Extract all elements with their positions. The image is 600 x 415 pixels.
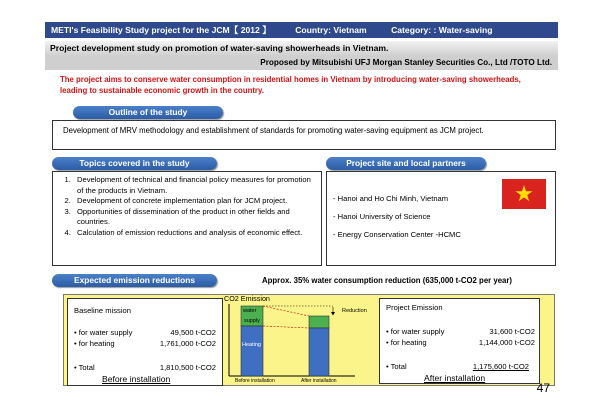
water-label: water bbox=[243, 308, 257, 314]
project-title: Project Emission bbox=[386, 303, 443, 312]
site-item: - Hanoi University of Science bbox=[333, 212, 431, 221]
baseline-box bbox=[67, 298, 223, 386]
project-total-label: • Total bbox=[386, 362, 407, 371]
project-subtitle: Project development study on promotion of water-saving showerheads in Vietnam. bbox=[45, 41, 558, 56]
project-row-label: • for water supply bbox=[386, 327, 445, 336]
baseline-total-label: • Total bbox=[74, 363, 95, 372]
baseline-row-label: • for heating bbox=[74, 339, 115, 348]
category-label: Category: : Water-saving bbox=[391, 25, 493, 35]
topics-box bbox=[52, 171, 322, 266]
topics-list bbox=[53, 175, 321, 238]
baseline-footer: Before installation bbox=[102, 374, 171, 384]
topic-item: 2. Development of concrete implementation plan for JCM project. bbox=[73, 196, 317, 207]
site-heading: Project site and local partners bbox=[326, 157, 486, 170]
title-bar bbox=[45, 22, 558, 38]
reduction-arrowhead bbox=[331, 312, 335, 316]
project-aim: The project aims to conserve water consumption in residential homes in Vietnam by introducing water-saving showerheads, leading to sustainable economic growth in the country. bbox=[60, 75, 521, 95]
site-item: - Energy Conservation Center -HCMC bbox=[333, 230, 461, 239]
project-row-label: • for heating bbox=[386, 338, 427, 347]
supply-label: supply bbox=[244, 318, 260, 324]
reduction-dash-top bbox=[263, 306, 309, 316]
site-item: - Hanoi and Ho Chi Minh, Vietnam bbox=[333, 194, 449, 203]
baseline-title: Baseline mission bbox=[74, 306, 131, 315]
baseline-row-value: 49,500 t-CO2 bbox=[170, 328, 216, 337]
outline-box bbox=[52, 120, 556, 150]
project-total-value: 1,175,600 t-CO2 bbox=[472, 362, 529, 371]
outline-heading: Outline of the study bbox=[73, 106, 223, 119]
before-heating-bar bbox=[241, 326, 263, 376]
project-row-value: 31,600 t-CO2 bbox=[489, 327, 535, 336]
co2-chart bbox=[225, 304, 373, 386]
project-footer: After installation bbox=[424, 373, 486, 383]
after-supply-bar bbox=[309, 316, 329, 328]
project-box bbox=[379, 298, 540, 384]
topic-item: 1. Development of technical and financial policy measures for promotion of the products in Vietnam. bbox=[73, 175, 317, 196]
after-heating-bar bbox=[309, 328, 329, 376]
reduction-label: Reduction bbox=[342, 308, 367, 314]
proposer-line: Proposed by Mitsubishi UFJ Morgan Stanley Securities Co., Ltd /TOTO Ltd. bbox=[45, 56, 558, 70]
country-label: Country: Vietnam bbox=[295, 25, 367, 35]
before-axis-label: Before installation bbox=[235, 378, 275, 384]
emission-heading: Expected emission reductions bbox=[52, 274, 217, 287]
project-row-value: 1,144,000 t-CO2 bbox=[478, 338, 535, 347]
topics-heading: Topics covered in the study bbox=[52, 157, 217, 170]
baseline-total-value: 1,810,500 t-CO2 bbox=[159, 363, 216, 372]
approx-reduction: Approx. 35% water consumption reduction (635,000 t-CO2 per year) bbox=[262, 276, 512, 285]
vietnam-flag-icon bbox=[502, 179, 546, 209]
baseline-row-label: • for water supply bbox=[74, 328, 133, 337]
chart-title: CO2 Emission bbox=[224, 294, 270, 303]
flag-star-icon: ★ bbox=[514, 181, 534, 206]
reduction-dash-mid bbox=[263, 326, 309, 328]
baseline-row-value: 1,761,000 t-CO2 bbox=[159, 339, 216, 348]
heating-label: Heating bbox=[242, 342, 261, 348]
page-number: 47 bbox=[536, 381, 550, 395]
topic-item: 3. Opportunities of dissemination of the product in other fields and countries. bbox=[73, 207, 317, 228]
topic-item: 4. Calculation of emission reductions and analysis of economic effect. bbox=[73, 228, 317, 239]
outline-text: Development of MRV methodology and establishment of standards for promoting water-saving equipment as JCM project. bbox=[63, 126, 484, 135]
after-axis-label: After installation bbox=[301, 378, 337, 384]
project-label: METI's Feasibility Study project for the JCM【 2012 】 bbox=[51, 25, 271, 35]
